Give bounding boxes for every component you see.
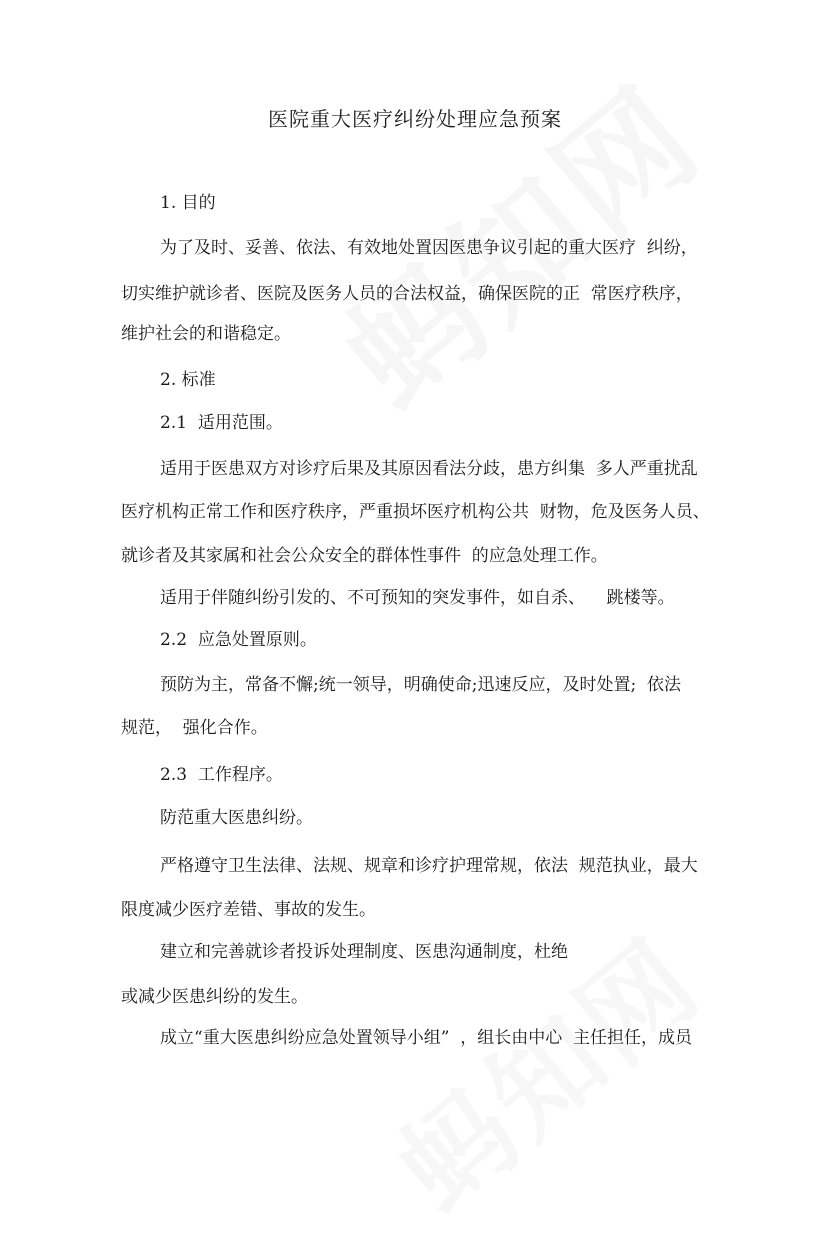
paragraph-line: 适用于伴随纠纷引发的、不可预知的突发事件，如自杀、 跳楼等。	[160, 588, 675, 608]
paragraph-line: 预防为主，常备不懈;统一领导，明确使命;迅速反应，及时处置; 依法	[160, 675, 681, 695]
section-heading-standard: 2. 标准	[160, 370, 216, 390]
paragraph-line: 医疗机构正常工作和医疗秩序，严重损坏医疗机构公共 财物，危及医务人员、	[121, 502, 710, 522]
paragraph-line: 严格遵守卫生法律、法规、规章和诊疗护理常规，依法 规范执业，最大	[160, 856, 698, 876]
paragraph-line: 为了及时、妥善、依法、有效地处置因医患争议引起的重大医疗 纠纷，	[160, 238, 698, 258]
paragraph-line: 适用于医患双方对诊疗后果及其原因看法分歧，患方纠集 多人严重扰乱	[160, 459, 698, 479]
paragraph-line: 规范， 强化合作。	[121, 718, 268, 738]
paragraph-line: 限度减少医疗差错、事故的发生。	[121, 900, 376, 920]
paragraph-line: 建立和完善就诊者投诉处理制度、医患沟通制度，杜绝	[160, 942, 568, 962]
section-heading-purpose: 1. 目的	[160, 193, 216, 213]
subsection-heading-principles: 2.2 应急处置原则。	[160, 630, 317, 650]
paragraph-line: 就诊者及其家属和社会公众安全的群体性事件 的应急处理工作。	[121, 546, 608, 566]
paragraph-line: 或减少医患纠纷的发生。	[121, 987, 308, 1007]
paragraph-line: 维护社会的和谐稳定。	[121, 324, 291, 344]
subsection-heading-scope: 2.1 适用范围。	[160, 413, 283, 433]
paragraph-line: 防范重大医患纠纷。	[160, 808, 313, 828]
paragraph-line: 成立“重大医患纠纷应急处置领导小组” ，组长由中心 主任担任，成员	[160, 1028, 692, 1048]
page-title: 医院重大医疗纠纷处理应急预案	[268, 107, 562, 131]
subsection-heading-procedure: 2.3 工作程序。	[160, 765, 283, 785]
paragraph-line: 切实维护就诊者、医院及医务人员的合法权益，确保医院的正 常医疗秩序，	[121, 284, 693, 304]
